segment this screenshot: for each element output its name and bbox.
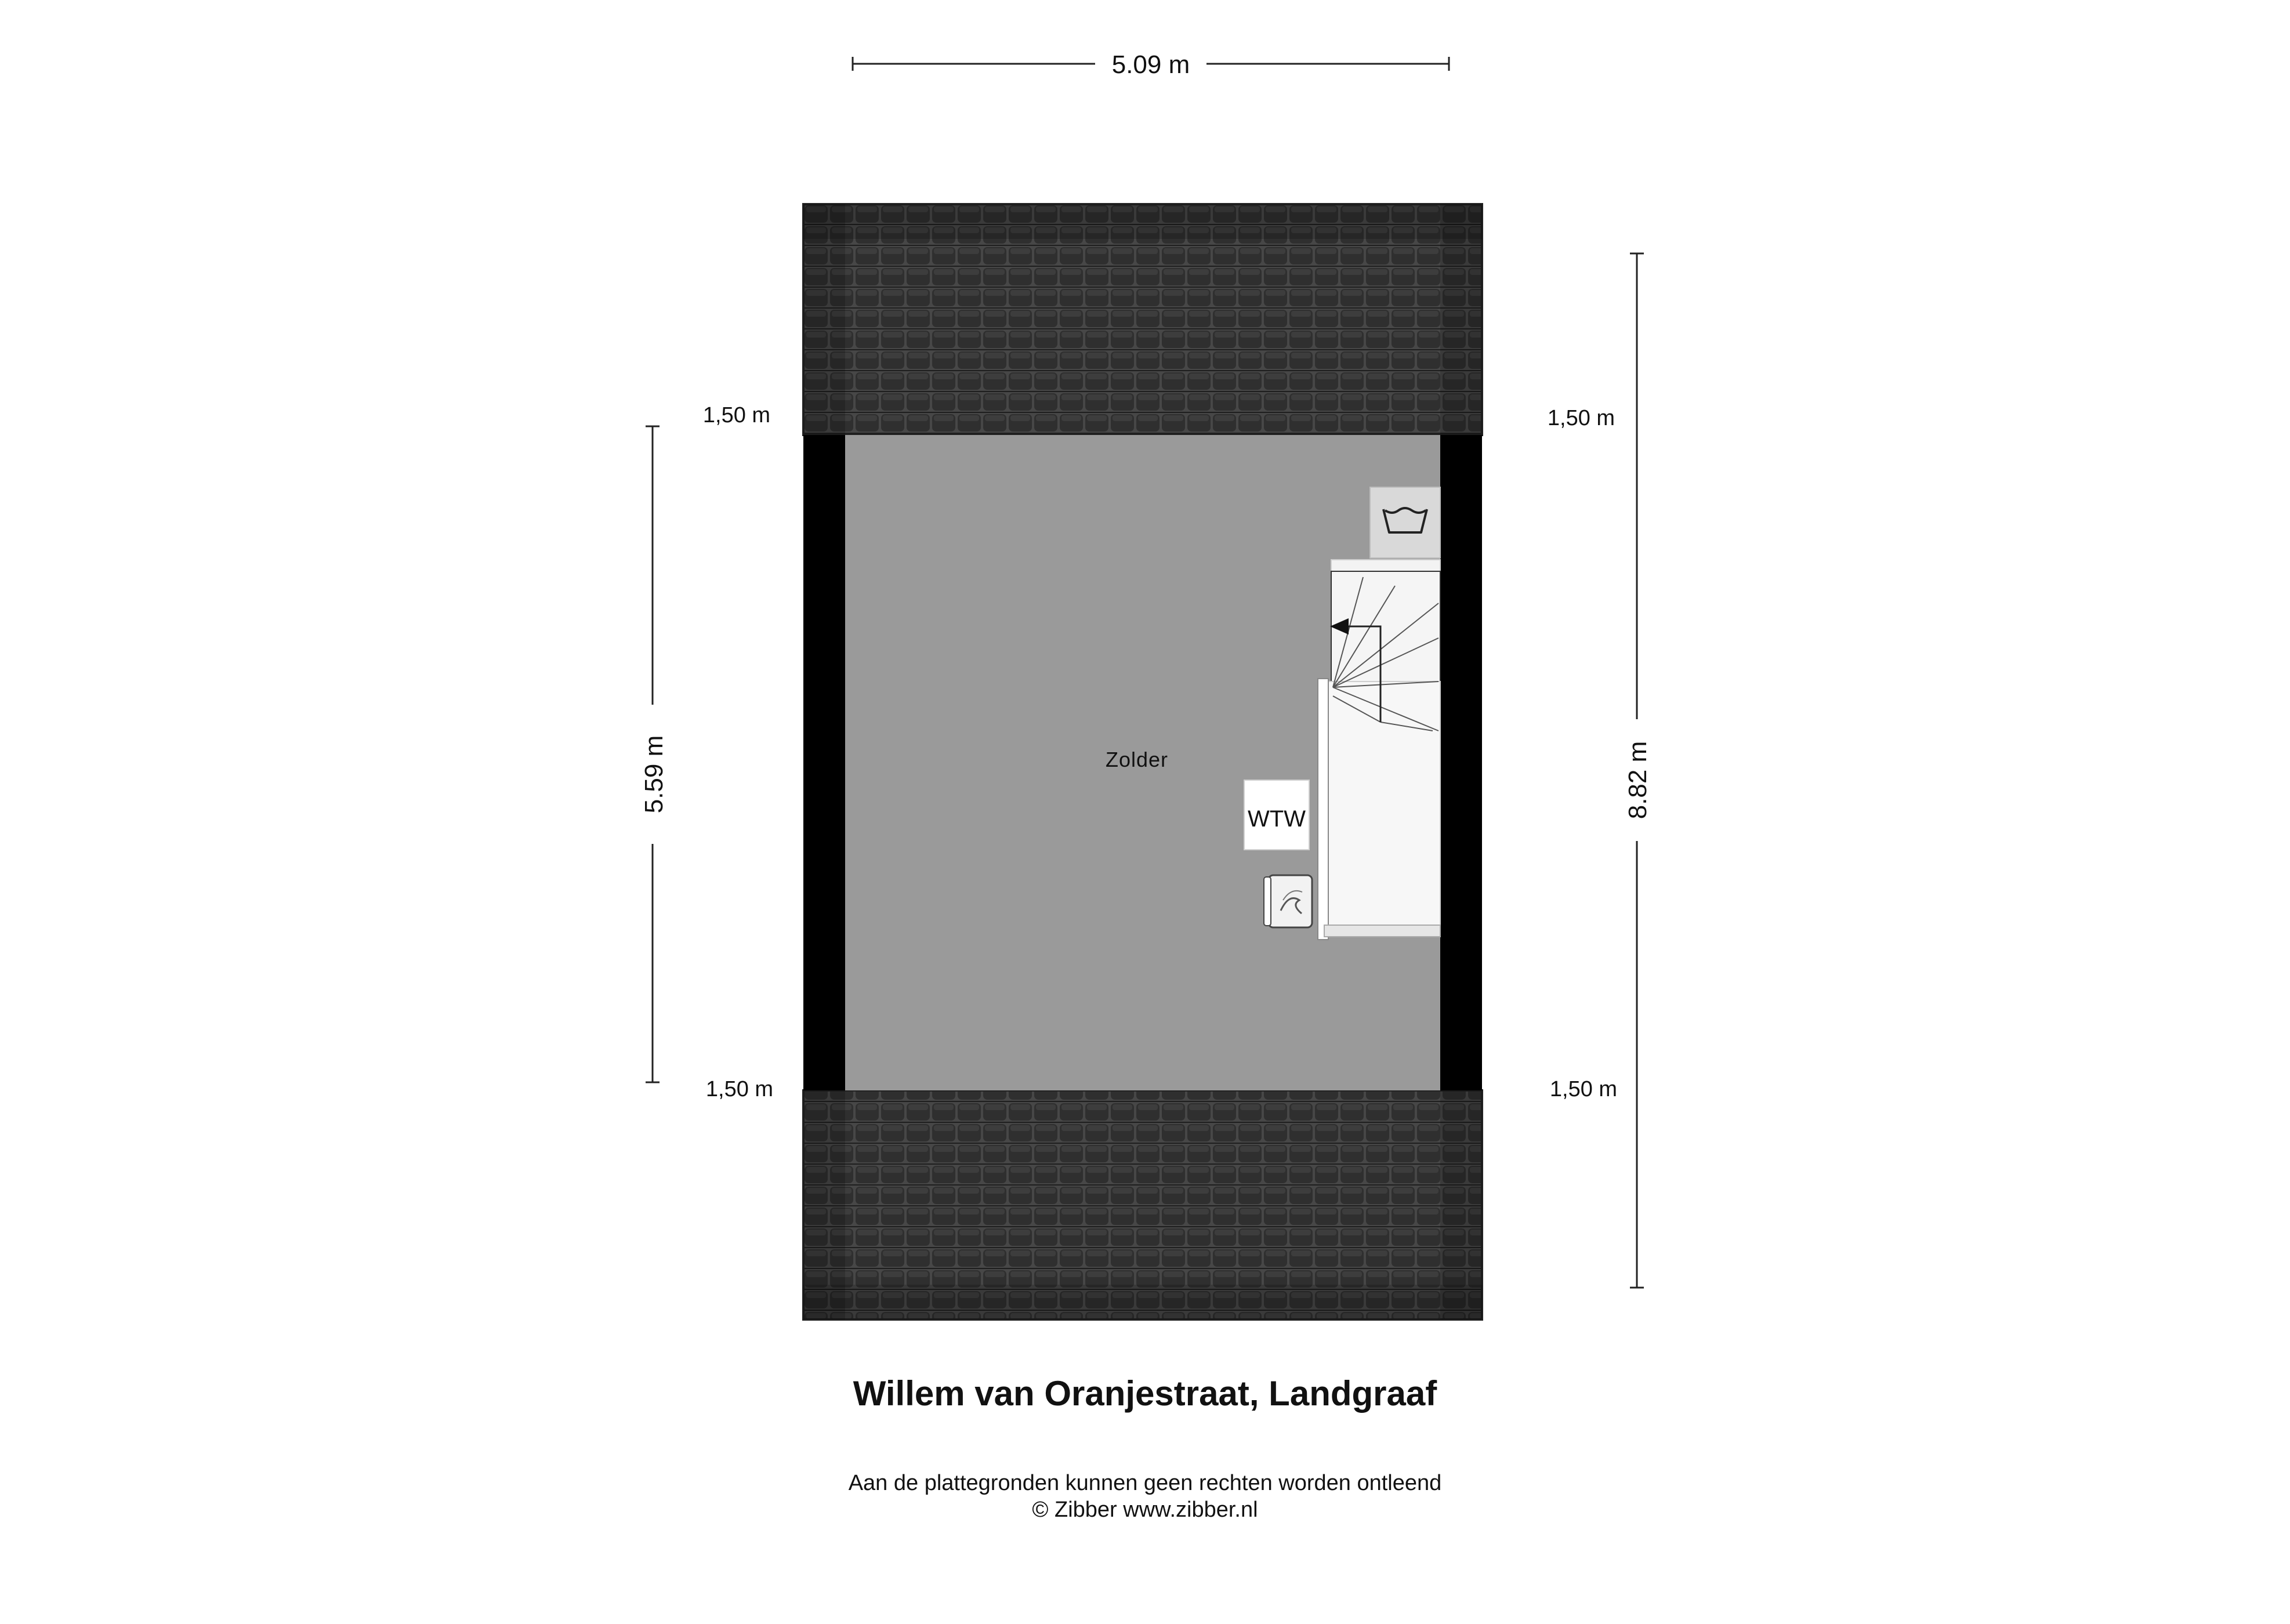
staircase (1318, 560, 1440, 940)
width-label: 5.09 m (1111, 50, 1190, 79)
width-dimension (853, 50, 1449, 79)
wall-left (803, 435, 845, 1090)
wtw-unit (1244, 780, 1309, 850)
wtw-label: WTW (1248, 806, 1306, 832)
boiler-icon (1264, 875, 1312, 927)
slope-label-bottom-left: 1,50 m (705, 1077, 774, 1101)
washing-machine-icon (1370, 487, 1440, 558)
address-title: Willem van Oranjestraat, Landgraaf (853, 1374, 1437, 1413)
roof-bottom (803, 1090, 1482, 1320)
roof-top (803, 204, 1482, 435)
room-height-dimension (640, 426, 668, 1082)
total-height-label: 8.82 m (1624, 741, 1652, 820)
room-label-zolder: Zolder (1105, 748, 1169, 771)
slope-label-bottom-right: 1,50 m (1549, 1077, 1618, 1101)
disclaimer-text: Aan de plattegronden kunnen geen rechten worden ontleend (848, 1471, 1442, 1495)
copyright-text: © Zibber www.zibber.nl (1032, 1498, 1258, 1522)
wall-right (1440, 435, 1482, 1090)
slope-label-top-right: 1,50 m (1547, 406, 1615, 430)
total-height-dimension (1624, 253, 1652, 1288)
room-height-label: 5.59 m (640, 735, 668, 814)
slope-label-top-left: 1,50 m (702, 403, 771, 427)
